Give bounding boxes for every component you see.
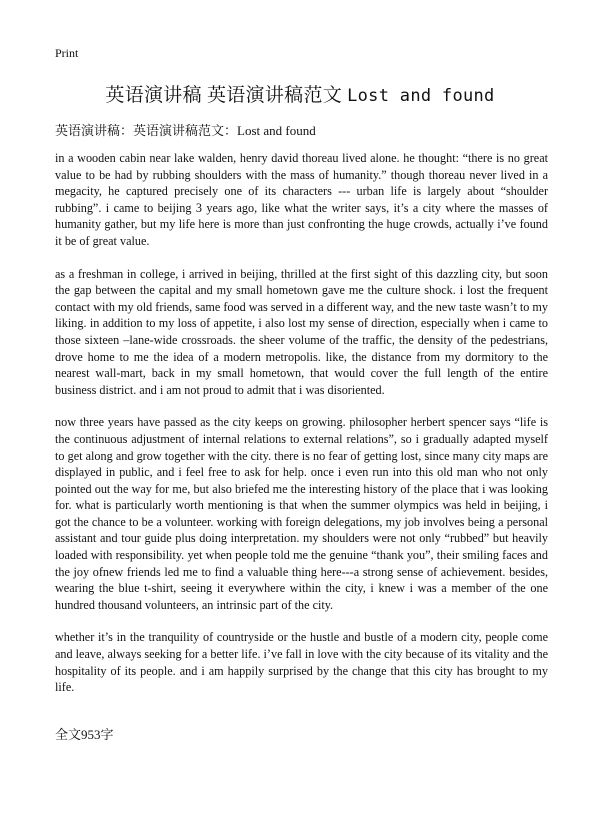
document-title	[0, 80, 600, 107]
document-subtitle: 英语演讲稿：英语演讲稿范文：Lost and found	[55, 123, 316, 138]
paragraph: as a freshman in college, i arrived in beijing, thrilled at the first sight of this dazzling city, but soon the gap between the capital and my small hometown gave me the culture shock. i lost the frequent contact with my old friends, same food was served in a different way, and the new taste wasn’t to my liking. in addition to my loss of appetite, i also lost my sense of direction, especially when i came to those sixteen –lane-wide crossroads. the sheer volume of the traffic, the density of the pedestrians, drove home to me the idea of a modern metropolis. like, the distance from my dormitory to the nearest wall-mart, back in my small hometown, that would cover the full length of the entire business district. and i am not proud to admit that i was disoriented.	[55, 266, 548, 397]
paragraph: in a wooden cabin near lake walden, henry david thoreau lived alone. he thought: “there is no great value to be had by rubbing shoulders with the mass of humanity.” though thoreau never lived in a megacity, he captured precisely one of its characters --- urban life is largely about “shoulder rubbing”. i came to beijing 3 years ago, like what the writer says, it’s a city where the masses of humanity gather, but my life here is more than just confronting the huge crowds, actually i’ve found it be of great value.	[55, 151, 548, 248]
title-chinese: 英语演讲稿 英语演讲稿范文	[105, 85, 343, 106]
word-count: 全文953字	[55, 727, 114, 742]
article-body	[55, 150, 548, 712]
paragraph: now three years have passed as the city keeps on growing. philosopher herbert spencer says “life is the continuous adjustment of internal relations to external relations”, so i gradually adapted myself to get along and grow together with the city. there is no fear of getting lost, since many city maps are displayed in public, and i feel free to ask for help. once i even run into this old man who not only pointed out the way for me, but also briefed me the interesting history of the place that i was looking for. what is particularly worth mentioning is that when the summer olympics was held in beijing, i got the chance to be a volunteer. working with foreign delegations, my job involves being a personal assistant and tour guide plus doing interpretation. my shoulders were not only “rubbed” but heavily loaded with responsibility. yet when people told me the genuine “thank you”, their smiling faces and the joy ofnew friends led me to find a valuable thing here---a strong sense of achievement. besides, wearing the blue t-shirt, seeing it everywhere within the city, i knew i was a member of the one hundred thousand volunteers, an intrinsic part of the city.	[55, 415, 548, 612]
paragraph: whether it’s in the tranquility of countryside or the hustle and bustle of a modern city, people come and leave, always seeking for a better life. i’ve fall in love with the city because of its vitality and the hospitality of its people. and i am happily surprised by the change that this city has brought to my life.	[55, 630, 548, 695]
title-english: Lost and found	[347, 86, 495, 106]
print-link[interactable]: Print	[55, 46, 79, 60]
